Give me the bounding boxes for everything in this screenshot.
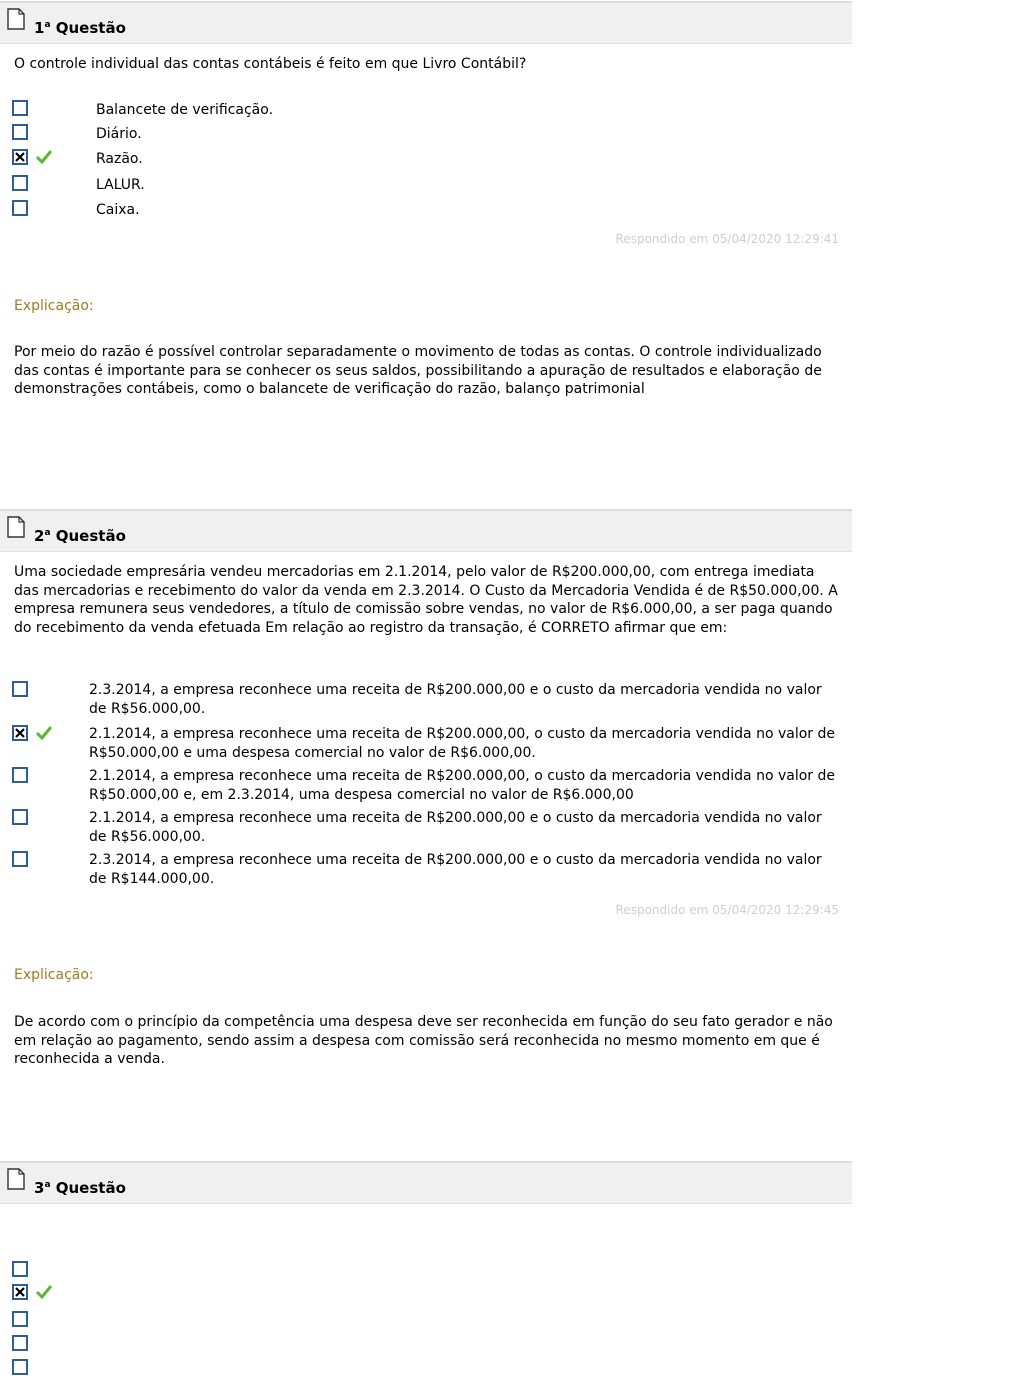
option-text: 2.3.2014, a empresa reconhece uma receita de R$200.000,00 e o custo da mercadoria vendida no valor de R$144.000,00. [89,852,822,887]
checkbox-checked[interactable] [12,725,28,741]
question-2-header [0,509,852,552]
x-mark-icon [15,728,25,738]
option-text: 2.1.2014, a empresa reconhece uma receita de R$200.000,00 e o custo da mercadoria vendida no valor de R$56.000,00. [89,810,822,845]
checkbox-checked[interactable] [12,149,28,165]
option-text: Caixa. [96,202,140,218]
explanation-text: De acordo com o princípio da competência uma despesa deve ser reconhecida em função do seu fato gerador e não em relação ao pagamento, sendo assim a despesa com comissão será reconhecida no mesmo momento em que é reconhecida a venda. [14,1014,833,1067]
checkbox[interactable] [12,1335,28,1351]
question-3-title: 3$^a$ Questão [34,1179,126,1197]
document-icon [7,1168,25,1190]
answered-timestamp: Respondido em 05/04/2020 12:29:45 [615,903,839,917]
question-1-title: 1$^a$ Questão [34,19,126,37]
option-text: LALUR. [96,177,145,193]
checkbox[interactable] [12,200,28,216]
explanation-text: Por meio do razão é possível controlar separadamente o movimento de todas as contas. O controle individualizado das contas é importante para se conhecer os seus saldos, possibilitando a apuração de resultados e elaboração de demonstrações contábeis, como o balancete de verificação do razão, balanço patrimonial [14,344,822,397]
checkbox[interactable] [12,100,28,116]
checkbox[interactable] [12,851,28,867]
check-icon [36,726,52,740]
x-mark-icon [15,152,25,162]
checkbox[interactable] [12,175,28,191]
checkbox[interactable] [12,767,28,783]
option-text: Balancete de verificação. [96,102,274,118]
option-text: 2.1.2014, a empresa reconhece uma receita de R$200.000,00, o custo da mercadoria vendida no valor de R$50.000,00 e, em 2.3.2014, uma despesa comercial no valor de R$6.000,00 [89,768,835,803]
x-mark-icon [15,1287,25,1297]
document-icon [7,516,25,538]
question-2-statement: Uma sociedade empresária vendeu mercadorias em 2.1.2014, pelo valor de R$200.000,00, com entrega imediata das mercadorias e recebimento do valor da venda em 2.3.2014. O Custo da Mercadoria Vendida é de R$50.000,00. A empresa remunera seus vendedores, a título de comissão sobre vendas, no valor de R$6.000,00, a ser paga quando do recebimento da venda efetuada Em relação ao registro da transação, é CORRETO afirmar que em: [14,564,838,636]
document-icon [7,8,25,30]
answered-timestamp: Respondido em 05/04/2020 12:29:41 [615,232,839,246]
option-text: Razão. [96,151,143,167]
explanation-label: Explicação: [14,298,94,314]
checkbox[interactable] [12,1359,28,1375]
question-3-header [0,1161,852,1204]
checkbox[interactable] [12,809,28,825]
option-text: 2.3.2014, a empresa reconhece uma receita de R$200.000,00 e o custo da mercadoria vendida no valor de R$56.000,00. [89,682,822,717]
option-text: 2.1.2014, a empresa reconhece uma receita de R$200.000,00, o custo da mercadoria vendida no valor de R$50.000,00 e uma despesa comercial no valor de R$6.000,00. [89,726,835,761]
checkbox-checked[interactable] [12,1284,28,1300]
explanation-label: Explicação: [14,967,94,983]
checkbox[interactable] [12,124,28,140]
checkbox[interactable] [12,681,28,697]
question-1-header [0,1,852,44]
check-icon [36,1285,52,1299]
option-text: Diário. [96,126,142,142]
check-icon [36,150,52,164]
question-2-title: 2$^a$ Questão [34,527,126,545]
checkbox[interactable] [12,1311,28,1327]
checkbox[interactable] [12,1261,28,1277]
question-1-statement: O controle individual das contas contábeis é feito em que Livro Contábil? [14,56,527,72]
